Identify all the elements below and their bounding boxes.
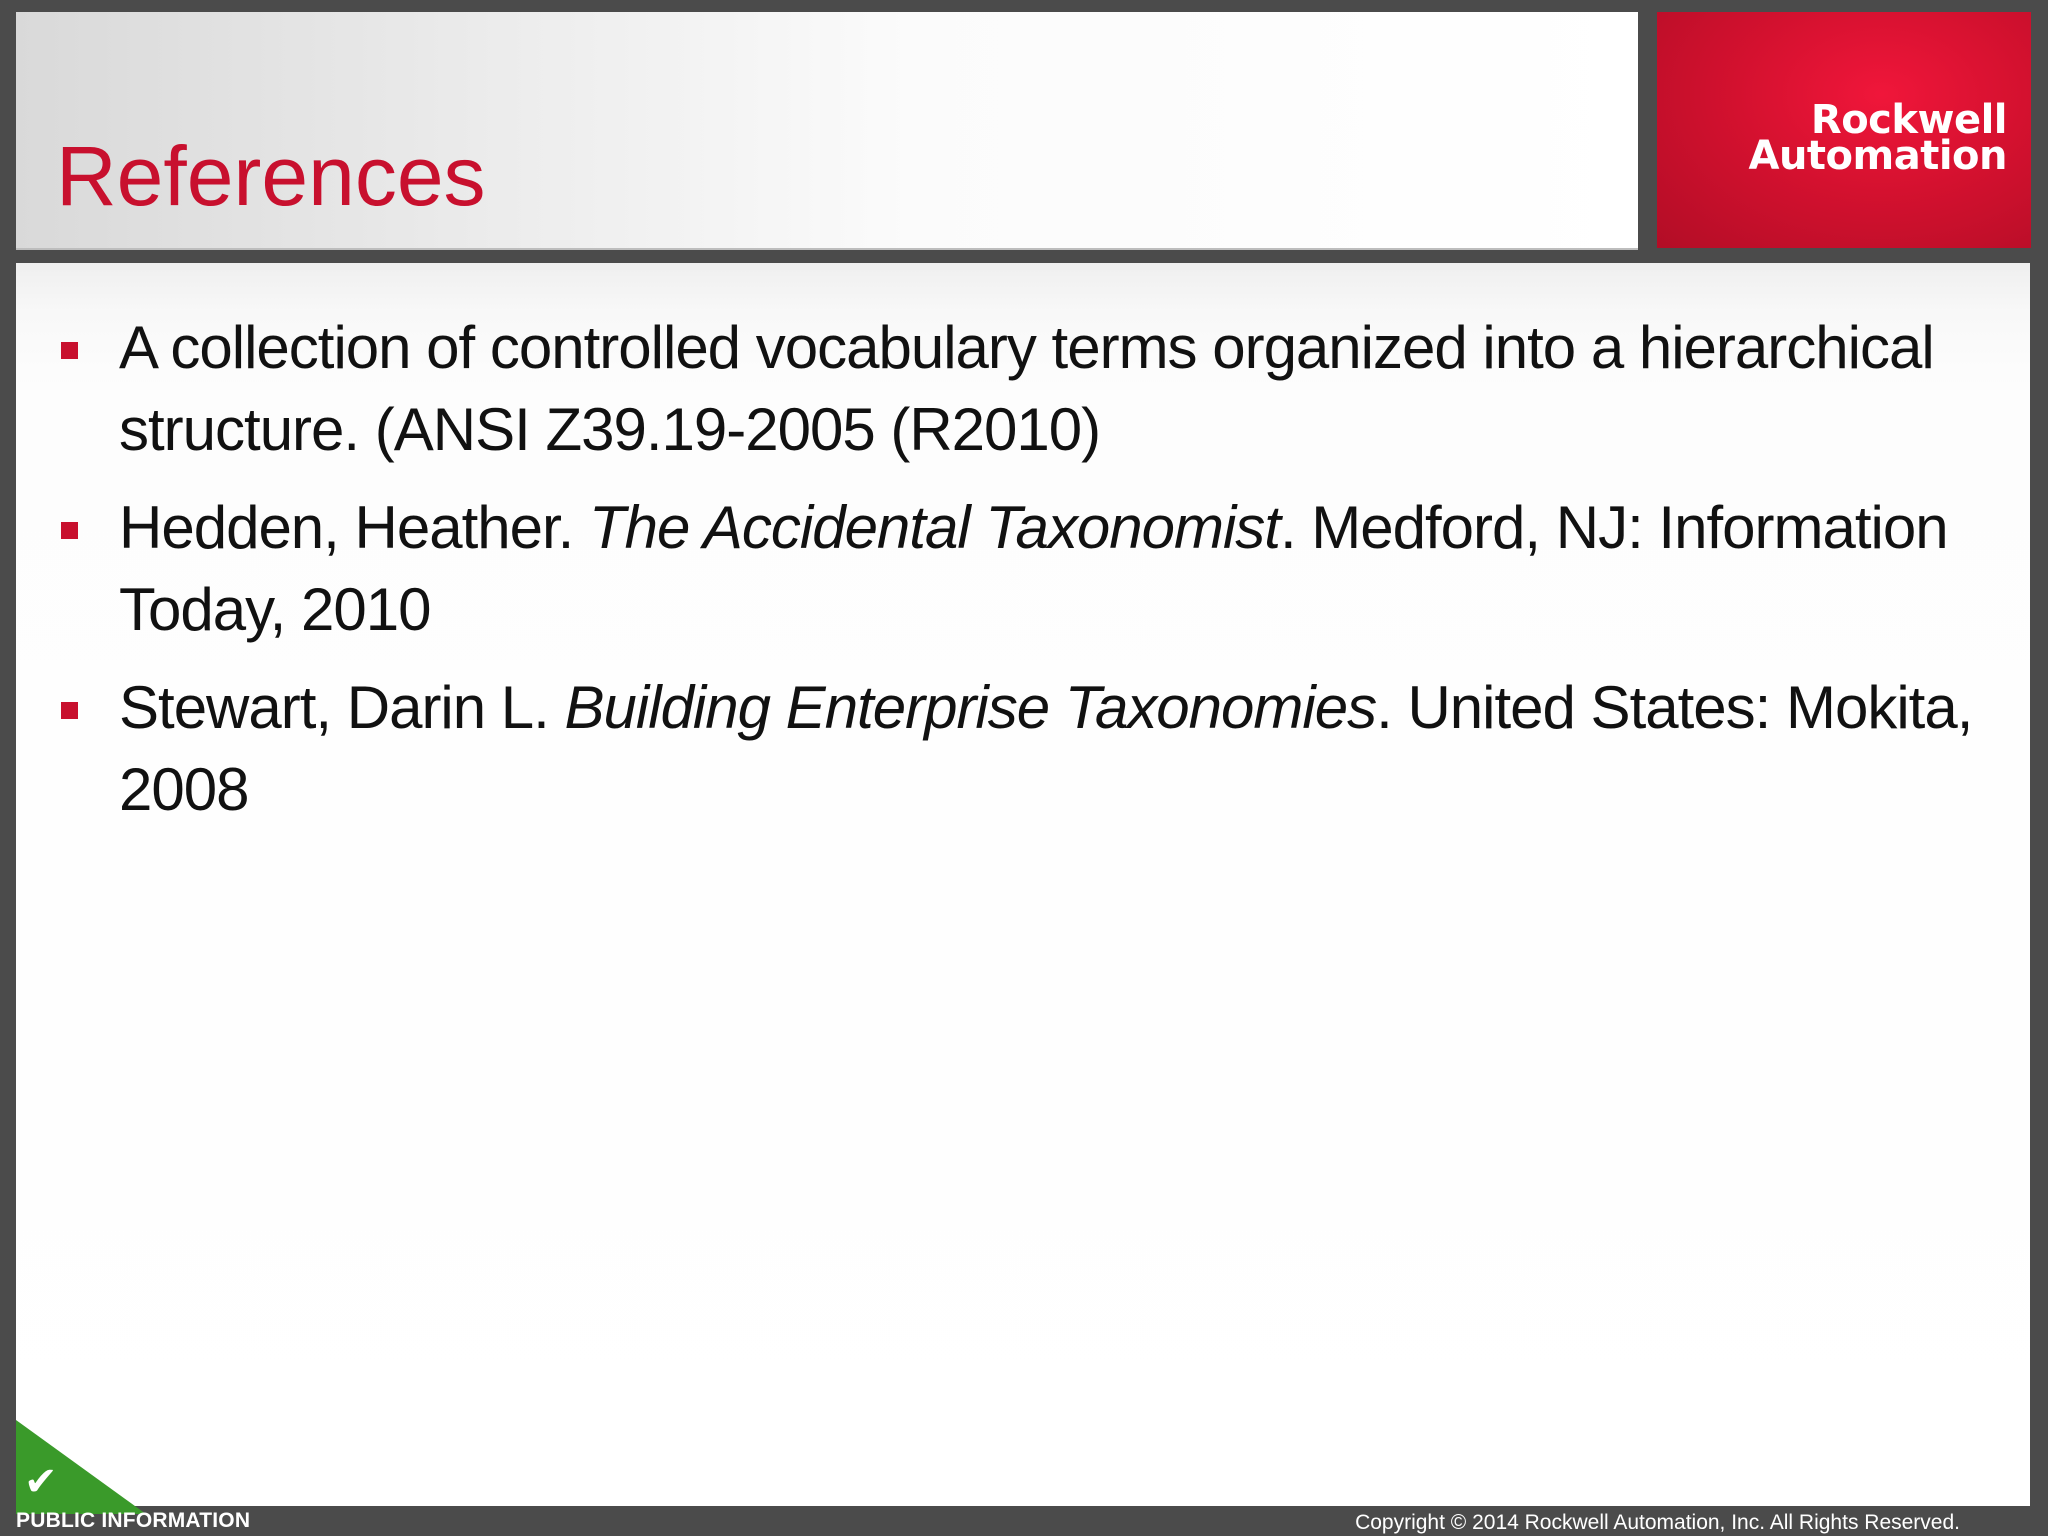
logo-line-2: Automation [1748,133,2007,179]
public-information-badge [16,1420,146,1514]
logo-line-1: Rockwell [1810,97,2007,143]
square-bullet-icon [61,522,78,539]
reference-item [16,667,1976,831]
title-bar [16,12,1638,250]
copyright-notice: Copyright © 2014 Rockwell Automation, Inc. All Rights Reserved. [1355,1511,1960,1534]
reference-book-title: The Accidental Taxonomist [589,494,1280,561]
reference-publication: . United States: Mokita, 2008 [119,674,1973,823]
reference-list [16,307,1976,847]
reference-item [16,487,1976,651]
logo-text [1748,97,2008,179]
square-bullet-icon [61,702,78,719]
classification-label: PUBLIC INFORMATION [16,1509,251,1532]
reference-author: Stewart, Darin L. [119,674,565,741]
reference-author: Hedden, Heather. [119,494,590,561]
checkmark-icon: ✔ [24,1459,58,1505]
square-bullet-icon [61,342,78,359]
reference-item [16,307,1976,471]
rockwell-automation-logo [1657,12,2031,248]
reference-book-title: Building Enterprise Taxonomies [564,674,1377,741]
slide-title: References [56,129,486,223]
reference-text: A collection of controlled vocabulary terms organized into a hierarchical structure. (ANSI Z39.19-2005 (R2010) [119,314,1934,463]
reference-publication: . Medford, NJ: Information Today, 2010 [119,494,1948,643]
content-area [16,263,2030,1506]
